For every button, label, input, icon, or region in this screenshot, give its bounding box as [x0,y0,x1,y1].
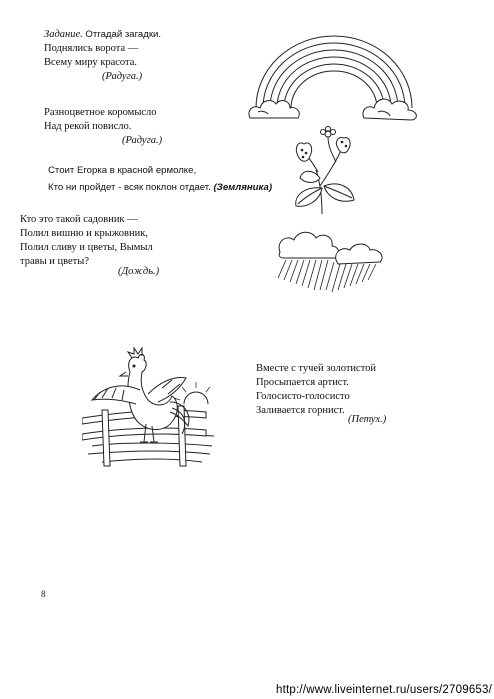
task-text: Отгадай загадки. [82,29,162,40]
rainbow-illustration [248,26,420,122]
riddle-rain-line-1: Кто это такой садовник — [20,214,138,225]
riddle-rain-answer: (Дождь.) [118,266,160,277]
riddle-rooster-line-4: Заливается горнист. [256,405,345,416]
riddle-rooster-answer: (Петух.) [348,414,387,425]
footer-url[interactable]: http://www.liveinternet.ru/users/2709653/ [276,684,492,696]
riddle-rainbow-1-answer: (Радуга.) [102,71,143,82]
riddle-rooster-line-3: Голосисто-голосисто [256,391,350,402]
riddle-rainbow-2-line-1: Разноцветное коромысло [44,107,157,118]
riddle-strawberry-line-2 [48,181,272,194]
riddle-rooster-line-1: Вместе с тучей золотистой [256,363,377,374]
riddle-rainbow-2-line-2: Над рекой повисло. [44,121,132,132]
rain-cloud-illustration [276,228,388,296]
riddle-rainbow-1-line-2: Всему миру красота. [44,57,138,68]
riddle-rain-line-3: Полил сливу и цветы, Вымыл [20,242,153,253]
task-label: Задание. [44,29,83,40]
rooster-illustration [82,342,214,468]
riddle-rain-line-4: травы и цветы? [20,256,89,267]
strawberry-illustration [292,126,364,216]
riddle-strawberry-line-1: Стоит Егорка в красной ермолке, [48,165,197,176]
page-number: 8 [41,589,46,599]
riddle-rainbow-2-answer: (Радуга.) [122,135,163,146]
riddle-strawberry-text: Кто ни пройдет - всяк поклон отдает. [48,182,211,193]
riddle-rooster-line-2: Просыпается артист. [256,377,349,388]
riddle-strawberry-answer: (Земляника) [213,182,273,193]
riddle-rainbow-1-line-1: Поднялись ворота — [44,43,139,54]
task-header [44,28,161,41]
riddle-rain-line-2: Полил вишню и крыжовник, [20,228,148,239]
